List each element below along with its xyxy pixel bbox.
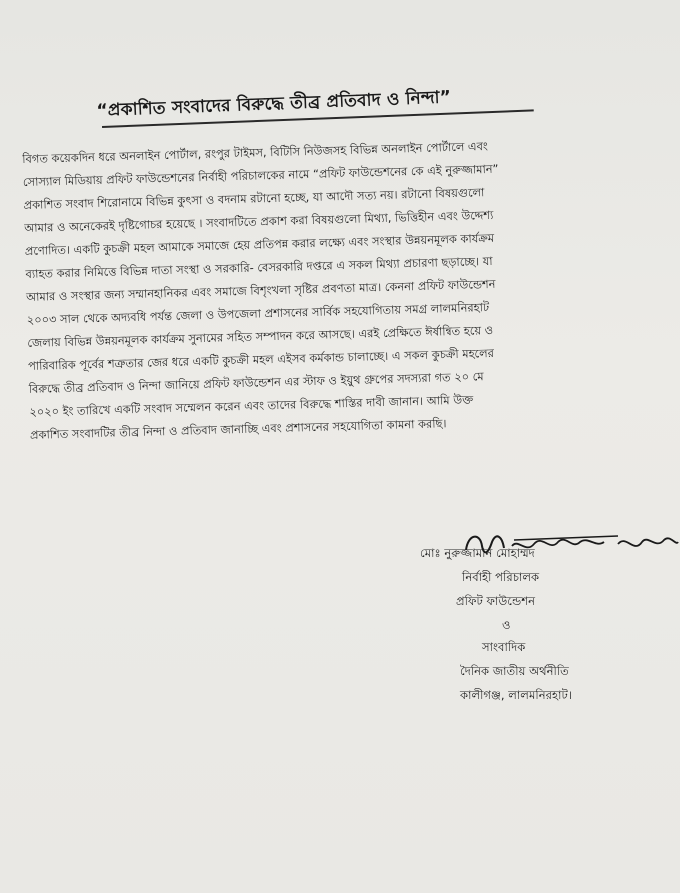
- body-line: জেলায় বিভিন্ন উন্নয়নমূলক কার্যক্রম সুনামের সহিত সম্পাদন করে আসছে। এরই প্রেক্ষিতে ঈর্ষান্বিত হয়ে ও: [27, 322, 494, 350]
- signatory-role: সাংবাদিক: [482, 640, 526, 654]
- body-line: প্রণোদিত। একটি কুচক্রী মহল আমাকে সমাজে হেয় প্রতিপন্ন করার লক্ষ্যে এবং সংস্থার উন্নয়নমূলক কার্যক্রম: [24, 230, 495, 258]
- document-title: “প্রকাশিত সংবাদের বিরুদ্ধে তীব্র প্রতিবাদ ও নিন্দা”: [96, 87, 452, 121]
- body-line: প্রকাশিত সংবাদটির তীব্র নিন্দা ও প্রতিবাদ জানাচ্ছি এবং প্রশাসনের সহযোগিতা কামনা করছি।: [29, 416, 447, 442]
- signatory-designation: নির্বাহী পরিচালক: [462, 570, 540, 584]
- body-line: ২০০৩ সাল থেকে অদ্যবধি পর্যন্ত জেলা ও উপজেলা প্রশাসনের সার্বিক সহযোগিতায় সমগ্র লালমনিরহাট: [26, 300, 490, 327]
- signatory-conjunction: ও: [502, 618, 511, 632]
- body-line: সোস্যাল মিডিয়ায় প্রফিট ফাউন্ডেশনের নির্বাহী পরিচালকের নামে “প্রফিট ফাউন্ডেশনের কে এই নুরুজ্জামান”: [22, 161, 499, 189]
- signatory-organization: প্রফিট ফাউন্ডেশন: [456, 594, 536, 608]
- body-line: ব্যাহত করার নিমিত্তে বিভিন্ন দাতা সংস্থা ও সরকারি- বেসরকারি দপ্তরে এ সকল মিথ্যা প্রচারণা ছড়াচ্ছে। যা: [25, 253, 493, 281]
- signatory-name: মোঃ নুরুজ্জামান মোহাম্মদ: [420, 546, 535, 560]
- body-line: ২০২০ ইং তারিখে একটি সংবাদ সম্মেলন করেন এবং তাদের বিরুদ্ধে শাস্তির দাবী জানান। আমি উক্ত: [29, 392, 474, 419]
- body-line: পারিবারিক পূর্বের শত্রুতার জের ধরে একটি কুচক্রী মহল এইসব কর্মকান্ড চালাচ্ছে। এ সকল কুচক্রী মহলের: [27, 345, 495, 373]
- body-line: আমার ও অনেকেরই দৃষ্টিগোচর হয়েছে । সংবাদটিতে প্রকাশ করা বিষয়গুলো মিথ্যা, ভিত্তিহীন এবং উদ্দেশ্য: [24, 207, 494, 235]
- body-line: বিগত কয়েকদিন ধরে অনলাইন পোর্টাল, রংপুর টাইমস, বিটিসি নিউজসহ বিভিন্ন অনলাইন পোর্টালে এবং: [22, 138, 489, 166]
- signatory-newspaper: দৈনিক জাতীয় অর্থনীতি: [460, 664, 569, 678]
- signatory-location: কালীগঞ্জ, লালমনিরহাট।: [460, 688, 572, 702]
- body-line: বিরুদ্ধে তীব্র প্রতিবাদ ও নিন্দা জানিয়ে প্রফিট ফাউন্ডেশন এর স্টাফ ও ইয়ুথ গ্রুপের সদস্যরা গত ২০ মে: [28, 369, 484, 396]
- body-line: প্রকাশিত সংবাদ শিরোনামে বিভিন্ন কুৎসা ও বদনাম রটানো হচ্ছে, যা আদৌ সত্য নয়। রটানো বিষয়গুলো: [23, 185, 485, 212]
- body-line: আমার ও সংস্থার জন্য সম্মানহানিকর এবং সমাজে বিশৃংখলা সৃষ্টির প্রবণতা মাত্র। কেননা প্রফিট ফাউন্ডেশন: [25, 276, 496, 304]
- statement-body: [22, 130, 660, 446]
